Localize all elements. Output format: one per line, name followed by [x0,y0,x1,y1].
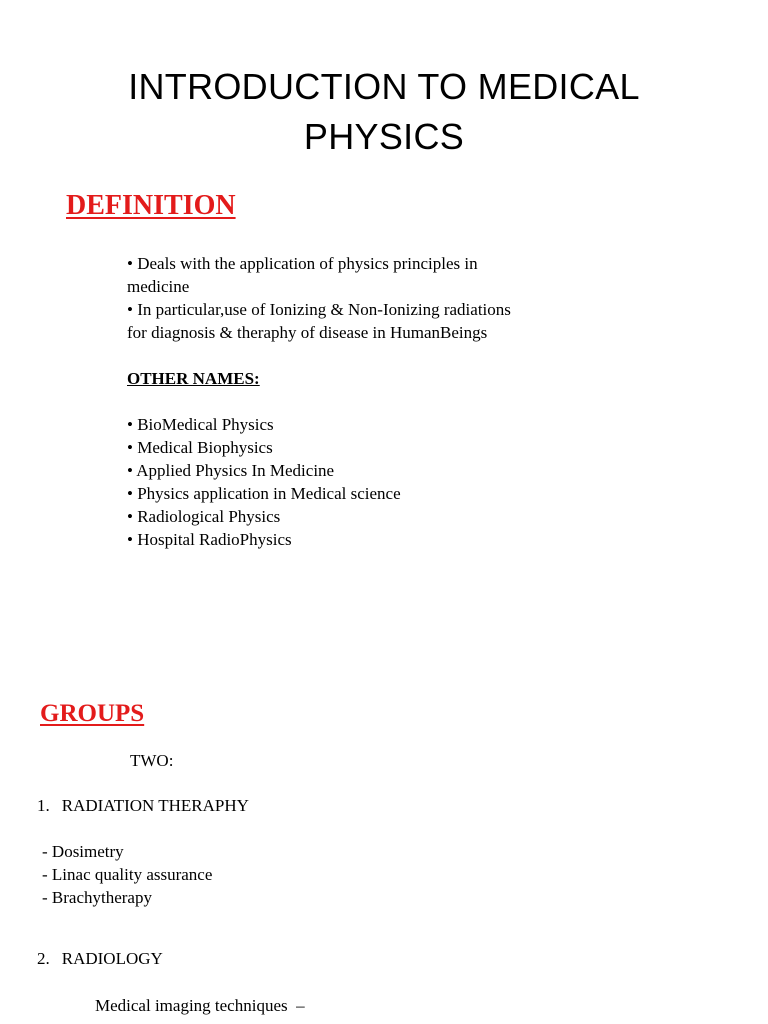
definition-line-1: • Deals with the application of physics principles in [127,254,478,273]
group-2-number: 2. [37,949,50,968]
other-names-list [127,413,401,551]
group-2-description: Medical imaging techniques – [95,996,305,1015]
groups-heading: GROUPS [40,700,145,727]
group-2-name: RADIOLOGY [61,949,163,968]
group-2-title [37,947,163,970]
list-item: • Medical Biophysics [127,438,273,457]
list-item: • BioMedical Physics [127,415,274,434]
list-item: • Radiological Physics [127,507,281,526]
definition-heading: DEFINITION [66,190,236,221]
groups-count: TWO: [130,751,174,770]
title-line-1: INTRODUCTION TO MEDICAL [128,66,640,107]
page-title [0,62,768,162]
definition-line-4: for diagnosis & theraphy of disease in HumanBeings [127,323,488,342]
group-1-name: RADIATION THERAPHY [61,796,249,815]
list-item: • Physics application in Medical science [127,484,401,503]
group-1-title [37,794,249,817]
list-item: - Dosimetry [42,842,124,861]
list-item: - Linac quality assurance [42,865,213,884]
list-item: - Brachytherapy [42,888,152,907]
definition-text [127,252,511,344]
definition-line-2: medicine [127,277,190,296]
group-1-items [42,840,212,909]
definition-line-3: • In particular,use of Ionizing & Non-Ionizing radiations [127,300,511,319]
group-1-number: 1. [37,796,50,815]
other-names-heading: OTHER NAMES: [127,369,260,388]
title-line-2: PHYSICS [303,116,465,157]
list-item: • Applied Physics In Medicine [127,461,335,480]
list-item: • Hospital RadioPhysics [127,530,292,549]
